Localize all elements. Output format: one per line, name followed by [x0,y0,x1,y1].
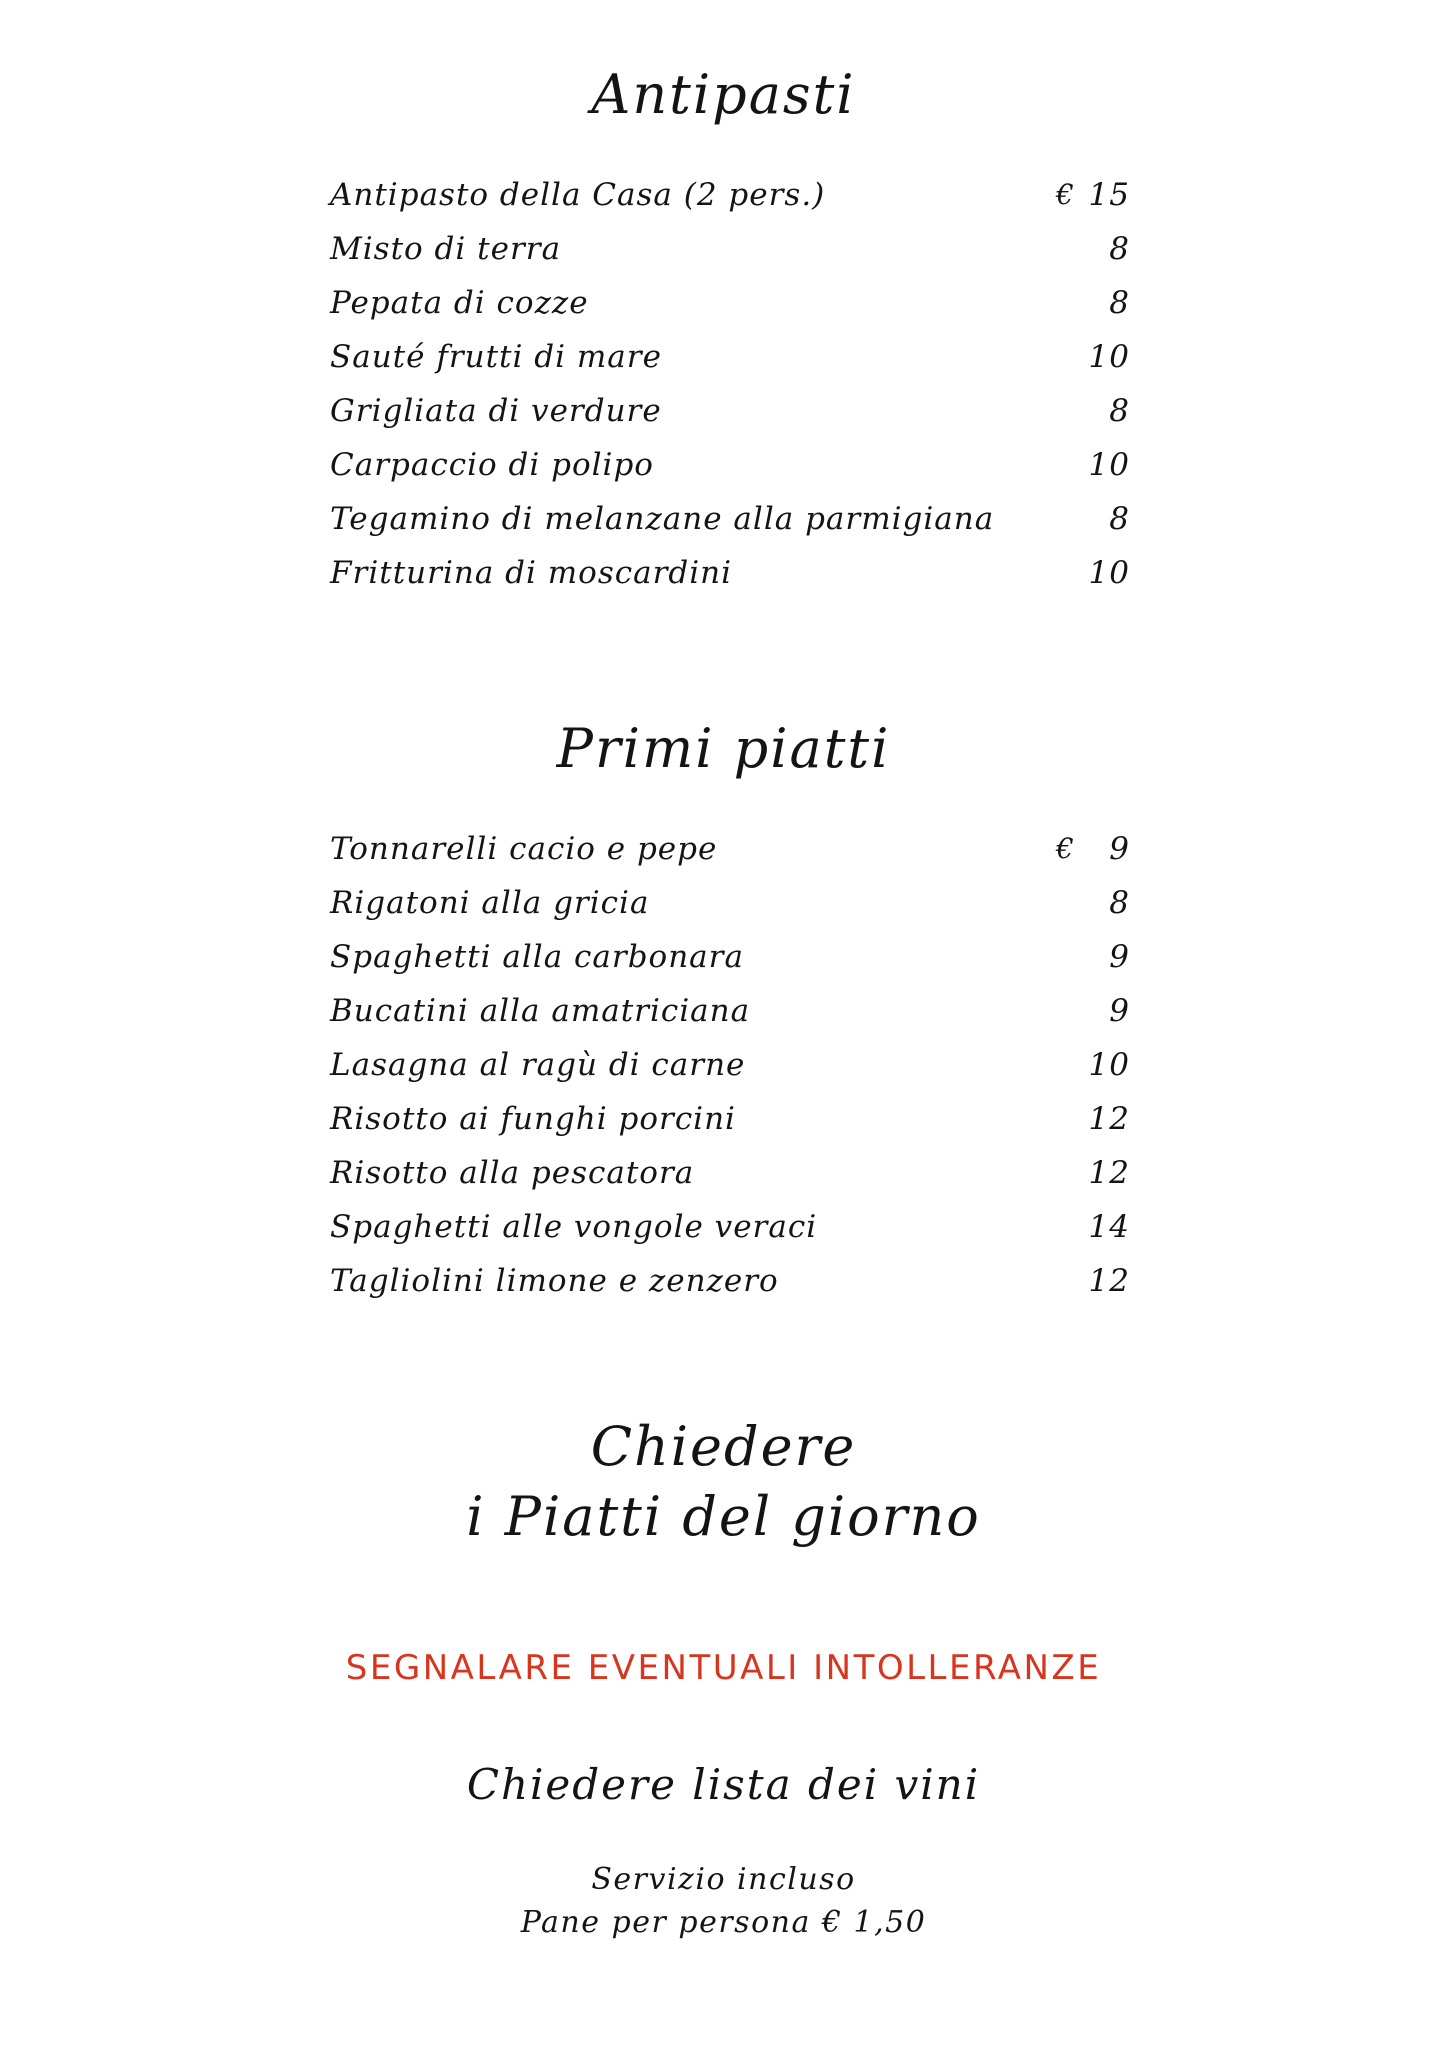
menu-item [330,1254,1130,1308]
item-price: 14 [1088,1209,1130,1245]
daily-specials-line1: Chiedere [590,1415,857,1478]
item-name: Grigliata di verdure [330,393,662,429]
primi-title: Primi piatti [556,717,891,780]
menu-item [330,1038,1130,1092]
menu-item [330,438,1130,492]
menu-item [330,1200,1130,1254]
item-price: 15 [1088,177,1130,213]
item-name: Fritturina di moscardini [330,555,733,591]
item-name: Spaghetti alle vongole veraci [330,1209,818,1245]
primi-list [330,822,1130,1308]
item-currency: € [1056,178,1075,211]
item-name: Bucatini alla amatriciana [330,993,751,1029]
menu-item [330,1092,1130,1146]
item-price: 8 [1109,393,1130,429]
menu-item [330,276,1130,330]
item-name: Spaghetti alla carbonara [330,939,744,975]
menu-item [330,984,1130,1038]
item-price: 10 [1088,339,1130,375]
intolerance-notice: SEGNALARE EVENTUALI INTOLLERANZE [345,1648,1102,1688]
item-name: Lasagna al ragù di carne [330,1047,746,1083]
item-price: 10 [1088,555,1130,591]
item-price: 9 [1109,993,1130,1029]
menu-item [330,492,1130,546]
item-price: 12 [1088,1155,1130,1191]
item-price: 8 [1109,501,1130,537]
item-price: 8 [1109,231,1130,267]
menu-item [330,1146,1130,1200]
menu-item [330,384,1130,438]
wine-list-note: Chiedere lista dei vini [466,1760,981,1809]
item-name: Misto di terra [330,231,562,267]
item-name: Sauté frutti di mare [330,339,662,375]
item-name: Rigatoni alla gricia [330,885,650,921]
menu-item [330,822,1130,876]
item-price: 12 [1088,1263,1130,1299]
item-name: Tagliolini limone e zenzero [330,1263,779,1299]
menu-item [330,876,1130,930]
item-name: Risotto ai funghi porcini [330,1101,736,1137]
item-price: 8 [1109,885,1130,921]
daily-specials [0,1412,1447,1552]
menu-item [330,222,1130,276]
item-price: 12 [1088,1101,1130,1137]
item-name: Risotto alla pescatora [330,1155,695,1191]
menu-item [330,330,1130,384]
item-price: 9 [1109,939,1130,975]
service-note: Servizio incluso [591,1862,856,1897]
item-price: 10 [1088,1047,1130,1083]
item-name: Tonnarelli cacio e pepe [330,831,718,867]
item-name: Tegamino di melanzane alla parmigiana [330,501,995,537]
antipasti-list [330,168,1130,600]
daily-specials-line2: i Piatti del giorno [466,1485,981,1548]
item-price: 10 [1088,447,1130,483]
item-name: Antipasto della Casa (2 pers.) [330,177,826,213]
item-price: 9 [1109,831,1130,867]
item-price: 8 [1109,285,1130,321]
bread-note: Pane per persona € 1,50 [520,1905,927,1940]
item-name: Carpaccio di polipo [330,447,654,483]
item-currency: € [1056,832,1075,865]
antipasti-title: Antipasti [591,63,856,126]
item-name: Pepata di cozze [330,285,589,321]
menu-item [330,546,1130,600]
menu-item [330,168,1130,222]
menu-item [330,930,1130,984]
